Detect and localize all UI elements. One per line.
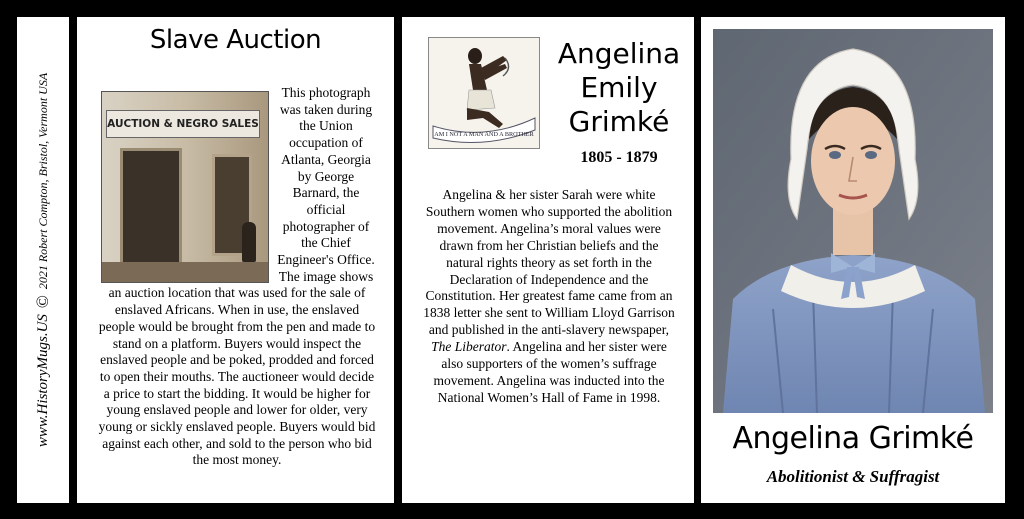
name-middle: Emily bbox=[580, 71, 658, 104]
portrait-role: Abolitionist & Suffragist bbox=[766, 467, 940, 486]
spine-text bbox=[33, 73, 53, 447]
website-label: www.HistoryMugs.US bbox=[34, 314, 51, 448]
name-first: Angelina bbox=[557, 37, 681, 70]
seated-figure bbox=[242, 222, 256, 262]
name-last: Grimké bbox=[568, 105, 670, 138]
angelina-portrait bbox=[713, 29, 993, 413]
bio-part-1: Angelina & her sister Sarah were white Southern women who supported the abolition movement. Angelina’s moral values were drawn from her Christian beliefs and the natural rights theory as set forth in the Declaration of Independence and the Constitution. Her greatest fame came from an 1838 letter she sent to William Lloyd Garrison and published in the anti-slavery newspaper, bbox=[423, 187, 675, 338]
slave-auction-panel bbox=[77, 17, 394, 503]
biography-panel bbox=[402, 17, 694, 503]
auction-sign: AUCTION & NEGRO SALES bbox=[106, 110, 260, 138]
auction-description: This photograph was taken during the Union occupation of Atlanta, Georgia by George Barnard, the official photographer of the Chief Engineer's Office. The image shows an auction location that was used for the sale of enslaved Africans. When in use, the enslaved people would be brought from the pen and made to stand on a platform. Buyers would inspect the enslaved people and be poked, prodded and forced to open their mouths. The auctioneer would decide a price to start the bidding. It would be higher for young enslaved people and lower for older, very young or sickly enslaved people. Buyers would bid against each other, and sold to the person who bid the most money. bbox=[98, 85, 376, 468]
auction-house-photo bbox=[101, 91, 269, 283]
abolition-emblem bbox=[428, 37, 540, 149]
full-name-title bbox=[544, 37, 694, 139]
bio-part-2: . Angelina and her sister were also supporters of the women’s suffrage movement. Angelina was inducted into the National Women’s Hall of Fame in 1998. bbox=[433, 339, 667, 405]
emblem-motto: AM I NOT A MAN AND A BROTHER bbox=[434, 131, 534, 138]
copyright-icon: © bbox=[33, 295, 52, 309]
biography-text bbox=[420, 187, 678, 407]
newspaper-title: The Liberator bbox=[431, 339, 507, 355]
spine-panel bbox=[17, 17, 69, 503]
auction-text-block bbox=[97, 85, 377, 469]
portrait-name: Angelina Grimké bbox=[732, 421, 974, 456]
copyright-text: 2021 Robert Compton, Bristol, Vermont USA bbox=[35, 72, 50, 290]
life-dates: 1805 - 1879 bbox=[580, 149, 658, 166]
portrait-panel bbox=[701, 17, 1005, 503]
panel-title: Slave Auction bbox=[149, 25, 322, 55]
